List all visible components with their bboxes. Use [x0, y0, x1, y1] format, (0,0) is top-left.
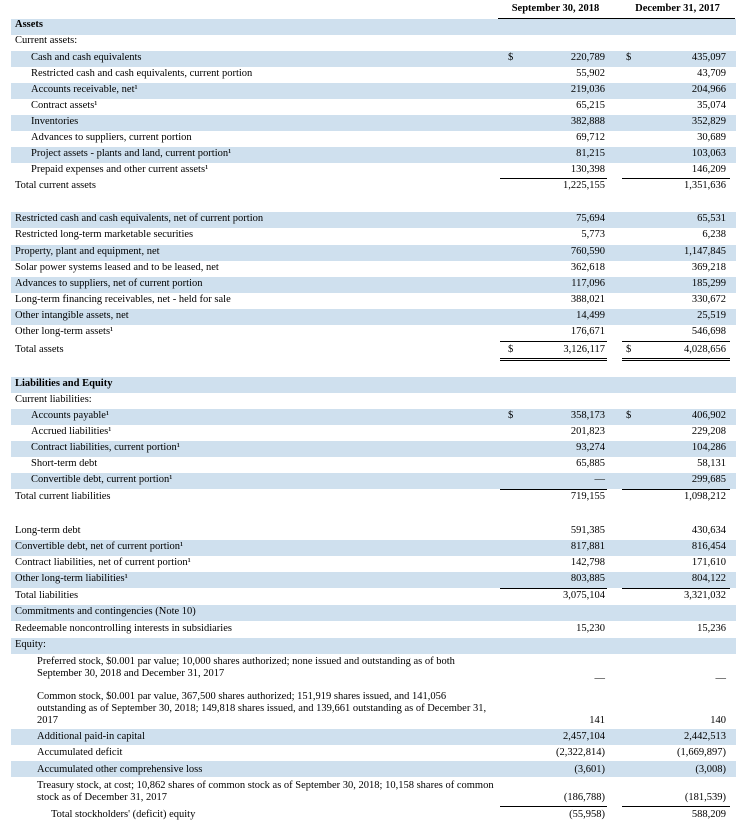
value-2017: 140: [710, 715, 726, 726]
value-2018: 719,155: [570, 491, 605, 502]
value-2018: 141: [589, 715, 605, 726]
row-shade: [11, 19, 736, 35]
value-2018: 358,173: [570, 410, 605, 421]
subtotal-rule: [500, 341, 607, 342]
row-label: Accounts receivable, net¹: [31, 84, 138, 95]
value-2017: 25,519: [697, 310, 726, 321]
row-label: Accounts payable¹: [31, 410, 110, 421]
dollar-sign: $: [508, 410, 514, 421]
treasury-stock-label: Treasury stock, at cost; 10,862 shares of common stock as of September 30, 2018; 10,158 shares of common stock as of December 31, 2017: [37, 780, 494, 803]
current-assets-label: Current assets:: [15, 35, 78, 46]
value-2017: 43,709: [697, 68, 726, 79]
total-current-liabilities-label: Total current liabilities: [15, 491, 111, 502]
row-label: Long-term financing receivables, net - held for sale: [15, 294, 231, 305]
row-label: Property, plant and equipment, net: [15, 246, 160, 257]
subtotal-rule: [500, 489, 607, 490]
value-2017: 430,634: [691, 525, 726, 536]
subtotal-rule: [622, 341, 730, 342]
value-2017: 369,218: [691, 262, 726, 273]
accumulated-deficit-label: Accumulated deficit: [37, 747, 123, 758]
value-2017: 804,122: [691, 573, 726, 584]
value-2017: 3,321,032: [684, 590, 726, 601]
subtotal-rule: [500, 806, 607, 807]
value-2017: 30,689: [697, 132, 726, 143]
row-shade: [11, 638, 736, 654]
row-label: Cash and cash equivalents: [31, 52, 142, 63]
value-2017: 185,299: [691, 278, 726, 289]
value-2018: 3,126,117: [563, 344, 605, 355]
value-2018: 75,694: [576, 213, 605, 224]
value-2018: 2,457,104: [563, 731, 605, 742]
row-label: Advances to suppliers, net of current portion: [15, 278, 203, 289]
value-2017: 58,131: [697, 458, 726, 469]
value-2017: 103,063: [691, 148, 726, 159]
total-double-rule: [500, 358, 607, 361]
column-header-dec-2017: December 31, 2017: [635, 3, 720, 14]
commitments-label: Commitments and contingencies (Note 10): [15, 606, 196, 617]
value-2018: (55,958): [569, 809, 605, 820]
value-2017: 406,902: [691, 410, 726, 421]
row-label: Advances to suppliers, current portion: [31, 132, 192, 143]
value-2018: 201,823: [570, 426, 605, 437]
total-assets-label: Total assets: [15, 344, 64, 355]
value-2017: 816,454: [691, 541, 726, 552]
value-2017: 1,351,636: [684, 180, 726, 191]
value-2018: 3,075,104: [563, 590, 605, 601]
equity-label: Equity:: [15, 639, 46, 650]
row-label: Restricted cash and cash equivalents, net of current portion: [15, 213, 264, 224]
dollar-sign: $: [508, 344, 514, 355]
value-2018: (186,788): [563, 792, 605, 803]
dollar-sign: $: [626, 52, 632, 63]
aoci-label: Accumulated other comprehensive loss: [37, 764, 203, 775]
value-2018: 219,036: [570, 84, 605, 95]
row-label: Prepaid expenses and other current assets¹: [31, 164, 209, 175]
value-2017: 352,829: [691, 116, 726, 127]
row-shade: [11, 377, 736, 393]
value-2017: —: [715, 673, 726, 684]
row-label: Project assets - plants and land, current portion¹: [31, 148, 232, 159]
redeemable-nci-label: Redeemable noncontrolling interests in subsidiaries: [15, 623, 232, 634]
preferred-stock-label: Preferred stock, $0.001 par value; 10,000 shares authorized; none issued and outstanding as of both September 30, 2018 and December 31, 2017: [37, 656, 455, 679]
current-liabilities-label: Current liabilities:: [15, 394, 92, 405]
subtotal-rule: [622, 489, 730, 490]
subtotal-rule: [622, 178, 730, 179]
value-2018: (2,322,814): [556, 747, 605, 758]
value-2018: 382,888: [570, 116, 605, 127]
assets-section-title: Assets: [15, 19, 43, 30]
row-label: Convertible debt, net of current portion¹: [15, 541, 184, 552]
value-2017: 4,028,656: [684, 344, 726, 355]
dollar-sign: $: [626, 344, 632, 355]
value-2017: 15,236: [697, 623, 726, 634]
value-2017: 330,672: [691, 294, 726, 305]
value-2018: 69,712: [576, 132, 605, 143]
value-2018: 760,590: [570, 246, 605, 257]
dollar-sign: $: [626, 410, 632, 421]
value-2017: 1,147,845: [684, 246, 726, 257]
row-label: Contract liabilities, current portion¹: [31, 442, 180, 453]
liabilities-section-title: Liabilities and Equity: [15, 378, 113, 389]
total-equity-label: Total stockholders' (deficit) equity: [51, 809, 196, 820]
value-2018: 65,215: [576, 100, 605, 111]
value-2018: —: [594, 673, 605, 684]
value-2018: 81,215: [576, 148, 605, 159]
value-2018: 15,230: [576, 623, 605, 634]
value-2018: 220,789: [570, 52, 605, 63]
value-2017: 204,966: [691, 84, 726, 95]
row-label: Solar power systems leased and to be leased, net: [15, 262, 219, 273]
value-2018: 388,021: [570, 294, 605, 305]
value-2018: (3,601): [574, 764, 605, 775]
value-2017: 146,209: [691, 164, 726, 175]
dollar-sign: $: [508, 52, 514, 63]
row-label: Restricted long-term marketable securities: [15, 229, 194, 240]
value-2018: 117,096: [571, 278, 605, 289]
row-label: Accrued liabilities¹: [31, 426, 112, 437]
value-2017: 229,208: [691, 426, 726, 437]
row-label: Short-term debt: [31, 458, 98, 469]
value-2018: 817,881: [570, 541, 605, 552]
row-label: Contract liabilities, net of current portion¹: [15, 557, 191, 568]
value-2017: 299,685: [691, 474, 726, 485]
row-label: Convertible debt, current portion¹: [31, 474, 173, 485]
value-2017: 546,698: [691, 326, 726, 337]
value-2017: 104,286: [691, 442, 726, 453]
value-2017: 6,238: [702, 229, 726, 240]
total-current-assets-label: Total current assets: [15, 180, 96, 191]
subtotal-rule: [622, 806, 730, 807]
value-2017: 588,209: [691, 809, 726, 820]
value-2018: 591,385: [570, 525, 605, 536]
value-2017: 171,610: [691, 557, 726, 568]
apic-label: Additional paid-in capital: [37, 731, 145, 742]
value-2017: 65,531: [697, 213, 726, 224]
common-stock-label: Common stock, $0.001 par value, 367,500 shares authorized; 151,919 shares issued, and 141,056 outstanding as of September 30, 2018; 149,818 shares issued, and 139,661 outstanding as of December 31, 2017: [37, 691, 487, 726]
value-2017: 1,098,212: [684, 491, 726, 502]
value-2018: 55,902: [576, 68, 605, 79]
value-2018: 1,225,155: [563, 180, 605, 191]
value-2017: (1,669,897): [677, 747, 726, 758]
row-label: Other long-term liabilities¹: [15, 573, 128, 584]
value-2017: (181,539): [684, 792, 726, 803]
row-label: Long-term debt: [15, 525, 81, 536]
value-2018: 93,274: [576, 442, 605, 453]
value-2018: 14,499: [576, 310, 605, 321]
column-header-sep-2018: September 30, 2018: [511, 3, 600, 14]
value-2018: 65,885: [576, 458, 605, 469]
subtotal-rule: [500, 178, 607, 179]
row-label: Inventories: [31, 116, 79, 127]
value-2018: 362,618: [570, 262, 605, 273]
value-2018: 142,798: [570, 557, 605, 568]
value-2018: 130,398: [570, 164, 605, 175]
subtotal-rule: [622, 588, 730, 589]
value-2017: 2,442,513: [684, 731, 726, 742]
subtotal-rule: [500, 588, 607, 589]
value-2018: —: [594, 474, 605, 485]
row-label: Contract assets¹: [31, 100, 98, 111]
value-2018: 176,671: [570, 326, 605, 337]
total-liabilities-label: Total liabilities: [15, 590, 79, 601]
value-2018: 803,885: [570, 573, 605, 584]
total-double-rule: [622, 358, 730, 361]
value-2018: 5,773: [581, 229, 605, 240]
value-2017: (3,008): [695, 764, 726, 775]
row-label: Other intangible assets, net: [15, 310, 129, 321]
row-label: Restricted cash and cash equivalents, current portion: [31, 68, 253, 79]
row-label: Other long-term assets¹: [15, 326, 114, 337]
value-2017: 35,074: [697, 100, 726, 111]
value-2017: 435,097: [691, 52, 726, 63]
